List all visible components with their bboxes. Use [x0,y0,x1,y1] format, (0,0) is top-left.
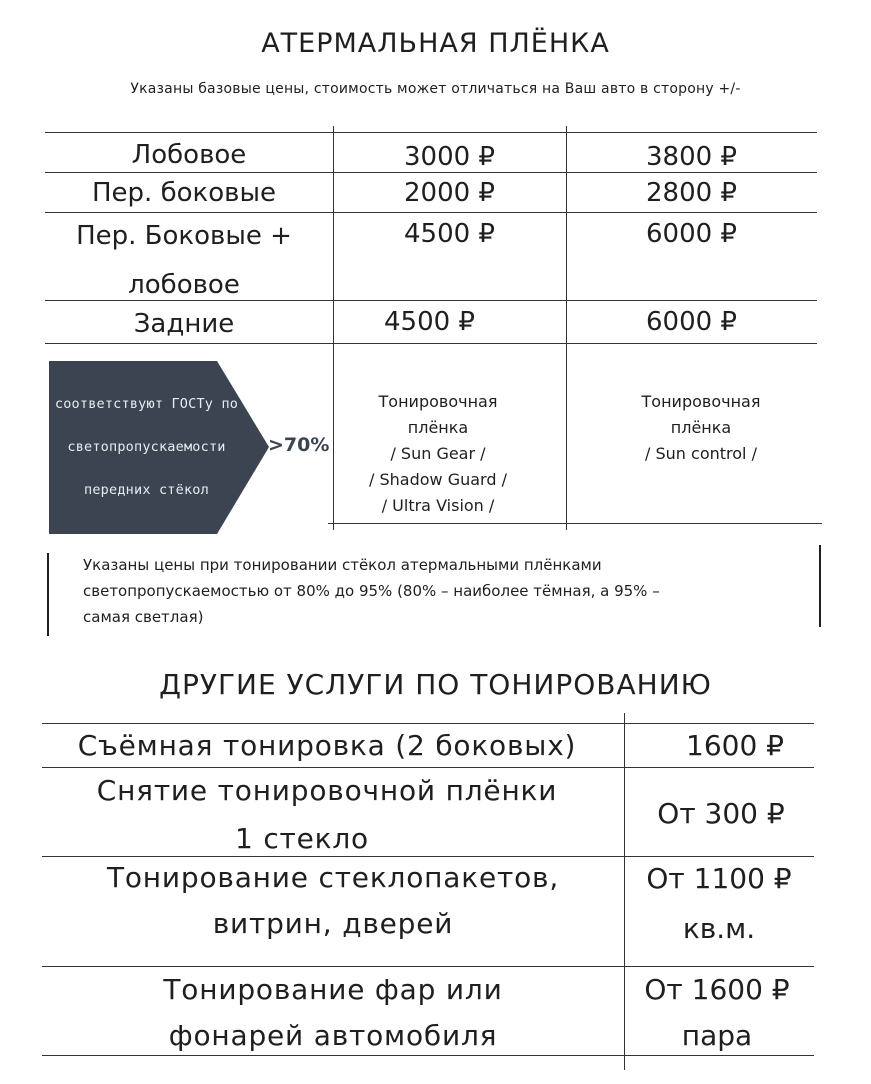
table-column-divider [624,713,625,1070]
service-name-line1: Тонирование фар или [163,973,503,1006]
note-left-bar [47,553,49,636]
service-price: От 300 ₽ [657,797,785,830]
film-text: плёнка [670,418,732,437]
price-cell: 2000 ₽ [404,178,495,208]
price-cell: 2800 ₽ [646,178,737,208]
services-title: ДРУГИЕ УСЛУГИ ПО ТОНИРОВАНИЮ [159,668,712,701]
row-label-line2: лобовое [128,270,240,300]
row-label: Задние [133,309,235,339]
price-cell: 6000 ₽ [646,307,737,337]
price-note [83,552,783,630]
badge-line: светопропускаемости [67,439,226,455]
note-line: Указаны цены при тонировании стёкол атермальными плёнками [83,556,602,574]
table-divider [328,523,822,524]
service-name-line1: Снятие тонировочной плёнки [96,774,558,807]
row-label-line1: Пер. Боковые + [76,221,292,251]
service-price: От 1600 ₽ [644,973,790,1006]
gost-badge [49,361,269,534]
badge-line: передних стёкол [84,482,209,498]
note-line: светопропускаемостью от 80% до 95% (80% – наиболее тёмная, а 95% – [83,582,660,600]
price-cell: 4500 ₽ [384,307,475,337]
service-price: От 1100 ₽ [646,862,792,895]
service-price-unit: пара [681,1019,753,1052]
table-divider [45,132,817,133]
service-price: 1600 ₽ [686,729,784,762]
price-cell: 4500 ₽ [404,219,495,249]
film-text: / Ultra Vision / [381,496,495,515]
service-name-line2: фонарей автомобиля [168,1019,498,1052]
service-price-unit: кв.м. [682,912,756,945]
page-subtitle: Указаны базовые цены, стоимость может отличаться на Ваш авто в сторону +/- [130,81,741,97]
page-title: АТЕРМАЛЬНАЯ ПЛЁНКА [261,28,610,59]
badge-line: соответствуют ГОСТу по [54,396,239,412]
light-transmission-percent: >70% [268,434,330,456]
row-label: Пер. боковые [92,178,276,208]
price-cell: 3800 ₽ [646,142,737,172]
film-text: Тонировочная [641,392,761,411]
row-label: Лобовое [131,140,247,170]
badge-text [49,361,244,534]
service-name-line1: Тонирование стеклопакетов, [106,861,560,894]
service-name: Съёмная тонировка (2 боковых) [77,729,577,762]
note-right-bar [819,545,821,627]
service-name-line2: витрин, дверей [212,907,454,940]
film-text: / Sun control / [645,444,757,463]
film-text: / Sun Gear / [390,444,486,463]
price-cell: 6000 ₽ [646,219,737,249]
service-name-line2: 1 стекло [235,822,369,855]
film-text: / Shadow Guard / [369,470,507,489]
film-text: Тонировочная [378,392,498,411]
note-line: самая светлая) [83,608,204,626]
film-text: плёнка [407,418,469,437]
price-cell: 3000 ₽ [404,142,495,172]
